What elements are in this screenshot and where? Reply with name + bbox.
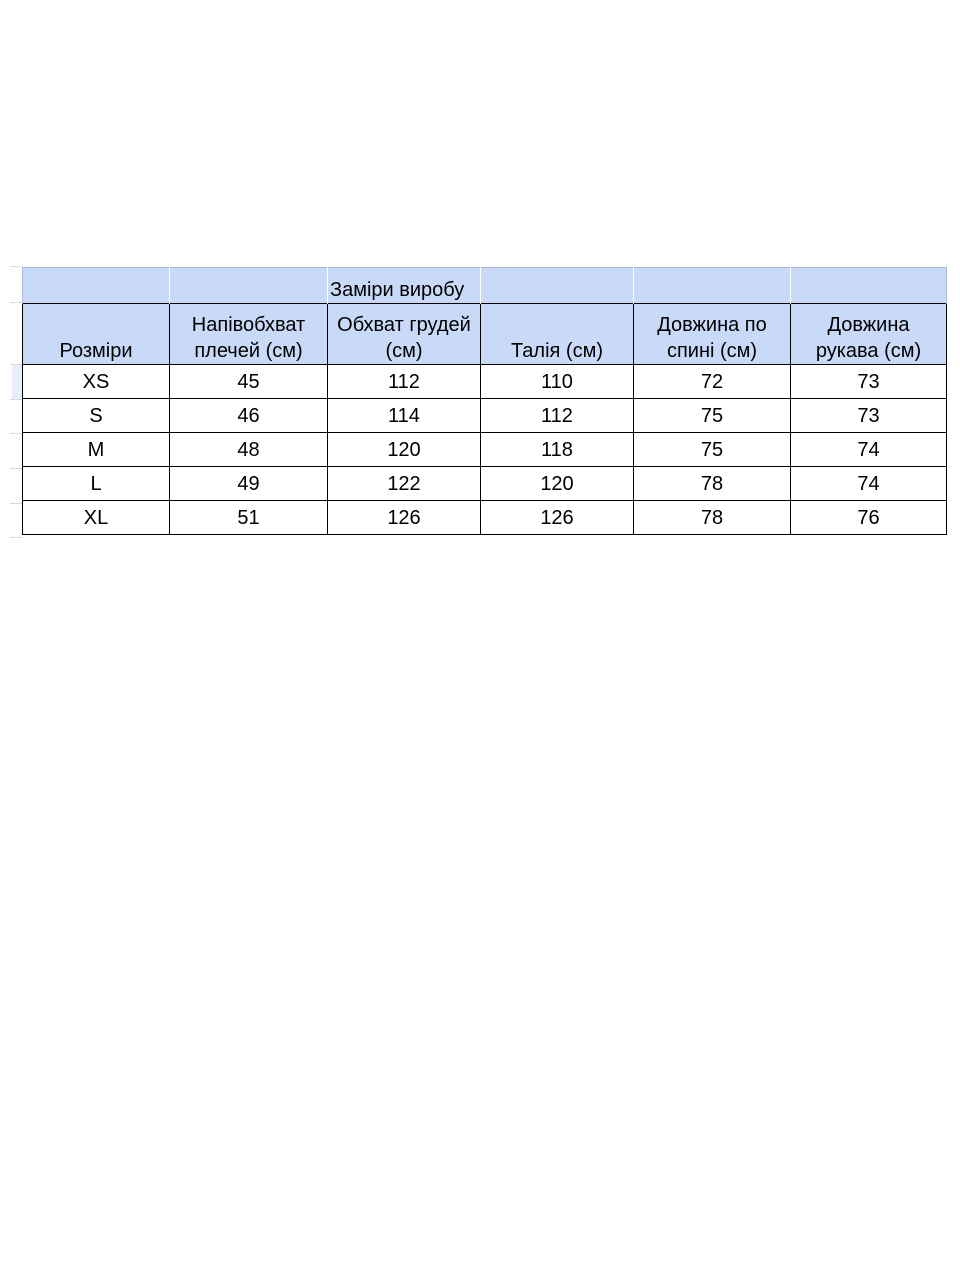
table-cell[interactable]: 75 [634,399,791,433]
table-row [23,433,947,467]
table-cell[interactable]: 112 [481,399,634,433]
header-sizes[interactable] [23,304,170,365]
header-chest[interactable] [328,304,481,365]
table-row [23,365,947,399]
table-cell[interactable]: 78 [634,467,791,501]
table-cell[interactable]: 126 [328,501,481,535]
table-cell[interactable]: 110 [481,365,634,399]
size-cell[interactable]: XL [23,501,170,535]
table-cell[interactable]: 114 [328,399,481,433]
header-cell-empty[interactable] [481,268,634,304]
group-header-row [23,268,947,304]
group-title[interactable]: Заміри виробу [328,268,481,304]
header-half-shoulder[interactable] [170,304,328,365]
table-cell[interactable]: 74 [791,433,947,467]
table-cell[interactable]: 48 [170,433,328,467]
size-cell[interactable]: S [23,399,170,433]
header-back-length[interactable] [634,304,791,365]
table-cell[interactable]: 118 [481,433,634,467]
size-chart-sheet [22,267,947,535]
header-cell-empty[interactable] [170,268,328,304]
row-selection-indicator [12,365,22,399]
table-cell[interactable]: 76 [791,501,947,535]
header-label: Обхват грудей (см) [337,314,471,362]
table-cell[interactable]: 51 [170,501,328,535]
table-cell[interactable]: 72 [634,365,791,399]
header-label: Довжина рукава (см) [815,314,922,362]
header-waist[interactable] [481,304,634,365]
header-cell-empty[interactable] [634,268,791,304]
table-cell[interactable]: 45 [170,365,328,399]
table-cell[interactable]: 122 [328,467,481,501]
header-cell-empty[interactable] [23,268,170,304]
table-cell[interactable]: 78 [634,501,791,535]
table-cell[interactable]: 75 [634,433,791,467]
gridline [10,302,22,303]
table-cell[interactable]: 73 [791,365,947,399]
gridline [10,266,22,267]
size-cell[interactable]: L [23,467,170,501]
gridline [10,399,22,400]
header-label: Напівобхват плечей (см) [191,314,306,362]
table-cell[interactable]: 74 [791,467,947,501]
size-cell[interactable]: M [23,433,170,467]
header-label: Довжина по спині (см) [657,314,767,362]
gridline [10,468,22,469]
gridline [10,364,22,365]
table-row [23,467,947,501]
header-label: Талія (см) [510,340,603,362]
column-header-row [23,304,947,365]
gridline [10,503,22,504]
gridline [10,433,22,434]
header-sleeve-length[interactable] [791,304,947,365]
header-label: Розміри [59,340,133,362]
table-row [23,501,947,535]
size-cell[interactable]: XS [23,365,170,399]
table-cell[interactable]: 120 [481,467,634,501]
table-cell[interactable]: 112 [328,365,481,399]
table-cell[interactable]: 120 [328,433,481,467]
table-cell[interactable]: 73 [791,399,947,433]
header-cell-empty[interactable] [791,268,947,304]
table-row [23,399,947,433]
table-cell[interactable]: 46 [170,399,328,433]
table-cell[interactable]: 126 [481,501,634,535]
gridline [10,537,22,538]
table-cell[interactable]: 49 [170,467,328,501]
size-chart-table [22,267,947,535]
